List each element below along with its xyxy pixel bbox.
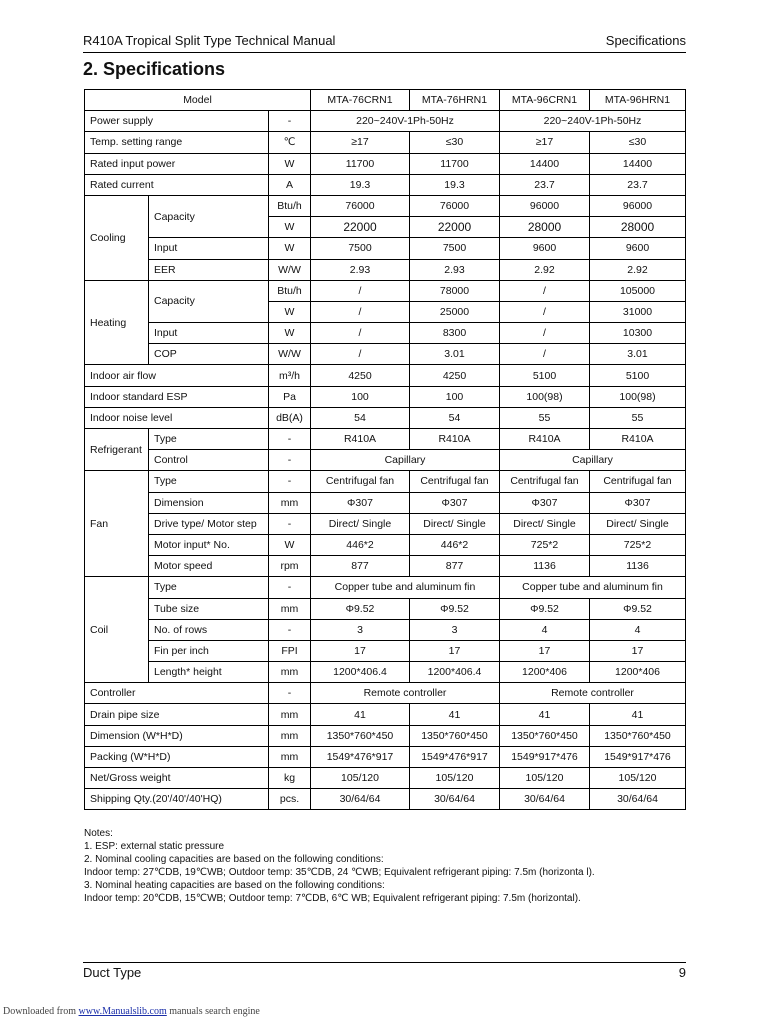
table-cell: 17 (410, 640, 500, 661)
table-cell: 3 (311, 619, 410, 640)
table-cell: R410A (590, 429, 686, 450)
table-cell: Centrifugal fan (590, 471, 686, 492)
table-row (85, 768, 686, 789)
table-cell: 1350*760*450 (590, 725, 686, 746)
section-title: 2. Specifications (83, 59, 226, 79)
table-cell: 11700 (311, 153, 410, 174)
table-cell: Φ307 (311, 492, 410, 513)
table-row (85, 195, 686, 216)
table-row (85, 450, 686, 471)
table-cell: Φ307 (590, 492, 686, 513)
table-cell: Coil (85, 577, 149, 683)
table-cell: ≥17 (311, 132, 410, 153)
table-cell: 105/120 (590, 768, 686, 789)
table-cell: 105/120 (311, 768, 410, 789)
page-number: 9 (678, 965, 686, 980)
table-cell: W (269, 301, 311, 322)
table-cell: 3 (410, 619, 500, 640)
table-row (85, 111, 686, 132)
note-line: Indoor temp: 27℃DB, 19℃WB; Outdoor temp: 35℃DB, 24 ℃WB; Equivalent refrigerant piping: 7.5m (horizonta l). (84, 867, 595, 878)
table-row (85, 577, 686, 598)
table-row (85, 556, 686, 577)
table-cell: 17 (590, 640, 686, 661)
table-cell: 7500 (410, 238, 500, 259)
table-header-cell: MTA-76HRN1 (410, 90, 500, 111)
table-cell: 96000 (500, 195, 590, 216)
table-cell: / (500, 323, 590, 344)
table-cell: 30/64/64 (500, 789, 590, 810)
table-cell: 100 (311, 386, 410, 407)
page-header (83, 30, 686, 53)
table-row (85, 513, 686, 534)
table-cell: Power supply (85, 111, 269, 132)
table-cell: Remote controller (311, 683, 500, 704)
table-cell: 9600 (590, 238, 686, 259)
table-cell: 1549*917*476 (590, 746, 686, 767)
table-cell: mm (269, 598, 311, 619)
table-cell: 23.7 (590, 174, 686, 195)
table-cell: Capacity (149, 195, 269, 237)
table-cell: ≤30 (590, 132, 686, 153)
table-cell: 19.3 (410, 174, 500, 195)
table-cell: 2.92 (590, 259, 686, 280)
table-cell: mm (269, 662, 311, 683)
table-cell: 17 (311, 640, 410, 661)
table-cell: W (269, 238, 311, 259)
table-cell: Φ9.52 (410, 598, 500, 619)
table-cell: Copper tube and aluminum fin (311, 577, 500, 598)
table-cell: - (269, 471, 311, 492)
table-row (85, 238, 686, 259)
table-cell: 30/64/64 (590, 789, 686, 810)
table-cell: Indoor noise level (85, 407, 269, 428)
table-cell: 41 (500, 704, 590, 725)
table-cell: / (500, 344, 590, 365)
table-cell: 30/64/64 (410, 789, 500, 810)
table-cell: 54 (410, 407, 500, 428)
note-line: 2. Nominal cooling capacities are based on the following conditions: (84, 854, 384, 865)
table-cell: Input (149, 238, 269, 259)
table-cell: W/W (269, 344, 311, 365)
table-cell: Rated input power (85, 153, 269, 174)
page-footer (83, 962, 686, 981)
table-cell: 100(98) (500, 386, 590, 407)
table-cell: Dimension (149, 492, 269, 513)
table-cell: Temp. setting range (85, 132, 269, 153)
table-header-cell: MTA-96CRN1 (500, 90, 590, 111)
table-cell: 2.92 (500, 259, 590, 280)
table-cell: 877 (311, 556, 410, 577)
table-cell: ℃ (269, 132, 311, 153)
table-cell: Drive type/ Motor step (149, 513, 269, 534)
table-row (85, 746, 686, 767)
table-row (85, 174, 686, 195)
table-row (85, 492, 686, 513)
table-cell: Pa (269, 386, 311, 407)
table-cell: 5100 (590, 365, 686, 386)
table-row (85, 619, 686, 640)
table-row (85, 471, 686, 492)
table-row (85, 386, 686, 407)
table-cell: 446*2 (410, 534, 500, 555)
table-cell: COP (149, 344, 269, 365)
table-row (85, 323, 686, 344)
table-cell: - (269, 513, 311, 534)
table-row (85, 662, 686, 683)
table-cell: Direct/ Single (311, 513, 410, 534)
table-cell: Fan (85, 471, 149, 577)
table-cell: mm (269, 746, 311, 767)
table-cell: / (311, 301, 410, 322)
table-cell: 4 (500, 619, 590, 640)
table-row (85, 704, 686, 725)
table-cell: W/W (269, 259, 311, 280)
table-row (85, 640, 686, 661)
table-cell: 23.7 (500, 174, 590, 195)
table-cell: - (269, 429, 311, 450)
table-cell: mm (269, 725, 311, 746)
table-cell: Net/Gross weight (85, 768, 269, 789)
table-cell: 9600 (500, 238, 590, 259)
table-cell: EER (149, 259, 269, 280)
table-cell: A (269, 174, 311, 195)
table-cell: 76000 (410, 195, 500, 216)
table-cell: / (311, 344, 410, 365)
table-cell: rpm (269, 556, 311, 577)
table-cell: 105/120 (410, 768, 500, 789)
table-cell: Capacity (149, 280, 269, 322)
table-cell: Control (149, 450, 269, 471)
table-cell: 220~240V-1Ph-50Hz (311, 111, 500, 132)
table-cell: 1200*406.4 (410, 662, 500, 683)
table-cell: 8300 (410, 323, 500, 344)
table-cell: mm (269, 492, 311, 513)
table-header-cell: MTA-96HRN1 (590, 90, 686, 111)
table-row (85, 344, 686, 365)
table-cell: 10300 (590, 323, 686, 344)
notes (84, 827, 684, 905)
table-cell: 5100 (500, 365, 590, 386)
table-cell: / (311, 280, 410, 301)
table-cell: / (500, 301, 590, 322)
table-cell: 41 (590, 704, 686, 725)
table-cell: 4250 (410, 365, 500, 386)
table-cell: 3.01 (410, 344, 500, 365)
table-cell: 55 (590, 407, 686, 428)
table-row (85, 407, 686, 428)
table-cell: 25000 (410, 301, 500, 322)
table-row (85, 259, 686, 280)
table-cell: kg (269, 768, 311, 789)
table-cell: 1350*760*450 (500, 725, 590, 746)
table-cell: - (269, 450, 311, 471)
table-row (85, 132, 686, 153)
table-cell: - (269, 619, 311, 640)
table-row (85, 789, 686, 810)
table-cell: Tube size (149, 598, 269, 619)
table-cell: Centrifugal fan (410, 471, 500, 492)
table-cell: - (269, 111, 311, 132)
table-cell: Input (149, 323, 269, 344)
table-cell: Direct/ Single (410, 513, 500, 534)
table-cell: 2.93 (311, 259, 410, 280)
table-cell: Length* height (149, 662, 269, 683)
table-cell: 1549*476*917 (410, 746, 500, 767)
table-cell: W (269, 217, 311, 238)
table-cell: - (269, 683, 311, 704)
table-cell: 14400 (500, 153, 590, 174)
table-cell: / (500, 280, 590, 301)
table-cell: 78000 (410, 280, 500, 301)
table-cell: 220~240V-1Ph-50Hz (500, 111, 686, 132)
note-line: 1. ESP: external static pressure (84, 841, 225, 852)
table-cell: W (269, 323, 311, 344)
table-cell: Dimension (W*H*D) (85, 725, 269, 746)
table-cell: Refrigerant (85, 429, 149, 471)
table-row (85, 725, 686, 746)
table-header-cell: MTA-76CRN1 (311, 90, 410, 111)
table-cell: 22000 (410, 217, 500, 238)
table-cell: Heating (85, 280, 149, 365)
table-cell: Φ9.52 (311, 598, 410, 619)
table-cell: 28000 (590, 217, 686, 238)
table-cell: / (311, 323, 410, 344)
table-cell: 1136 (590, 556, 686, 577)
manual-title: R410A Tropical Split Type Technical Manual (83, 33, 336, 48)
table-cell: 877 (410, 556, 500, 577)
table-cell: Direct/ Single (590, 513, 686, 534)
notes-heading: Notes: (84, 828, 113, 839)
table-cell: 3.01 (590, 344, 686, 365)
footer-title: Duct Type (83, 965, 142, 980)
note-line: 3. Nominal heating capacities are based on the following conditions: (84, 880, 385, 891)
table-cell: Indoor air flow (85, 365, 269, 386)
table-cell: 1549*476*917 (311, 746, 410, 767)
table-cell: mm (269, 704, 311, 725)
table-cell: 1200*406.4 (311, 662, 410, 683)
table-cell: Remote controller (500, 683, 686, 704)
table-cell: Type (149, 577, 269, 598)
table-cell: 1200*406 (500, 662, 590, 683)
table-cell: 1200*406 (590, 662, 686, 683)
table-cell: Shipping Qty.(20'/40'/40'HQ) (85, 789, 269, 810)
table-cell: 2.93 (410, 259, 500, 280)
table-cell: 31000 (590, 301, 686, 322)
table-cell: Indoor standard ESP (85, 386, 269, 407)
table-cell: Φ9.52 (500, 598, 590, 619)
table-cell: Centrifugal fan (500, 471, 590, 492)
table-cell: 54 (311, 407, 410, 428)
table-cell: 30/64/64 (311, 789, 410, 810)
table-cell: 55 (500, 407, 590, 428)
table-cell: 105/120 (500, 768, 590, 789)
table-cell: R410A (500, 429, 590, 450)
table-cell: 725*2 (500, 534, 590, 555)
table-cell: 446*2 (311, 534, 410, 555)
section-name: Specifications (605, 33, 686, 48)
table-cell: Motor input* No. (149, 534, 269, 555)
table-cell: Φ307 (410, 492, 500, 513)
note-line: Indoor temp: 20℃DB, 15℃WB; Outdoor temp: 7℃DB, 6℃ WB; Equivalent refrigerant piping: 7.5m (horizontal). (84, 893, 581, 904)
table-cell: 100(98) (590, 386, 686, 407)
table-cell: 4 (590, 619, 686, 640)
table-cell: 76000 (311, 195, 410, 216)
table-cell: Rated current (85, 174, 269, 195)
table-row (85, 153, 686, 174)
table-row (85, 90, 686, 111)
specifications-table-body (85, 90, 686, 810)
table-cell: Type (149, 429, 269, 450)
table-cell: ≥17 (500, 132, 590, 153)
table-cell: 725*2 (590, 534, 686, 555)
table-cell: Capillary (311, 450, 500, 471)
table-row (85, 683, 686, 704)
table-cell: No. of rows (149, 619, 269, 640)
table-cell: 100 (410, 386, 500, 407)
table-cell: 14400 (590, 153, 686, 174)
table-cell: Φ307 (500, 492, 590, 513)
table-cell: Motor speed (149, 556, 269, 577)
table-cell: Capillary (500, 450, 686, 471)
table-cell: 11700 (410, 153, 500, 174)
table-row (85, 429, 686, 450)
table-cell: pcs. (269, 789, 311, 810)
table-cell: m³/h (269, 365, 311, 386)
table-cell: 105000 (590, 280, 686, 301)
table-cell: 96000 (590, 195, 686, 216)
table-cell: Cooling (85, 195, 149, 280)
download-note (3, 1006, 260, 1017)
table-cell: 7500 (311, 238, 410, 259)
table-cell: W (269, 153, 311, 174)
table-cell: 4250 (311, 365, 410, 386)
table-cell: 1350*760*450 (410, 725, 500, 746)
table-cell: FPI (269, 640, 311, 661)
table-cell: Copper tube and aluminum fin (500, 577, 686, 598)
table-cell: Drain pipe size (85, 704, 269, 725)
table-cell: Φ9.52 (590, 598, 686, 619)
table-cell: dB(A) (269, 407, 311, 428)
table-cell: 19.3 (311, 174, 410, 195)
table-cell: 41 (410, 704, 500, 725)
table-cell: R410A (410, 429, 500, 450)
table-row (85, 280, 686, 301)
table-row (85, 365, 686, 386)
table-cell: 28000 (500, 217, 590, 238)
table-cell: W (269, 534, 311, 555)
table-cell: Btu/h (269, 195, 311, 216)
table-cell: 41 (311, 704, 410, 725)
table-cell: ≤30 (410, 132, 500, 153)
table-cell: 1136 (500, 556, 590, 577)
table-cell: Type (149, 471, 269, 492)
table-row (85, 534, 686, 555)
manualslib-link[interactable]: www.Manualslib.com (78, 1006, 167, 1017)
table-cell: Centrifugal fan (311, 471, 410, 492)
table-cell: 17 (500, 640, 590, 661)
download-suffix: manuals search engine (166, 1006, 260, 1017)
specifications-table (84, 89, 686, 810)
download-prefix: Downloaded from (3, 1006, 79, 1017)
table-header-cell: Model (85, 90, 311, 111)
table-cell: Btu/h (269, 280, 311, 301)
table-cell: R410A (311, 429, 410, 450)
table-cell: Packing (W*H*D) (85, 746, 269, 767)
table-cell: 1549*917*476 (500, 746, 590, 767)
table-cell: - (269, 577, 311, 598)
table-cell: 1350*760*450 (311, 725, 410, 746)
table-cell: 22000 (311, 217, 410, 238)
table-cell: Fin per inch (149, 640, 269, 661)
table-cell: Controller (85, 683, 269, 704)
table-row (85, 598, 686, 619)
table-cell: Direct/ Single (500, 513, 590, 534)
